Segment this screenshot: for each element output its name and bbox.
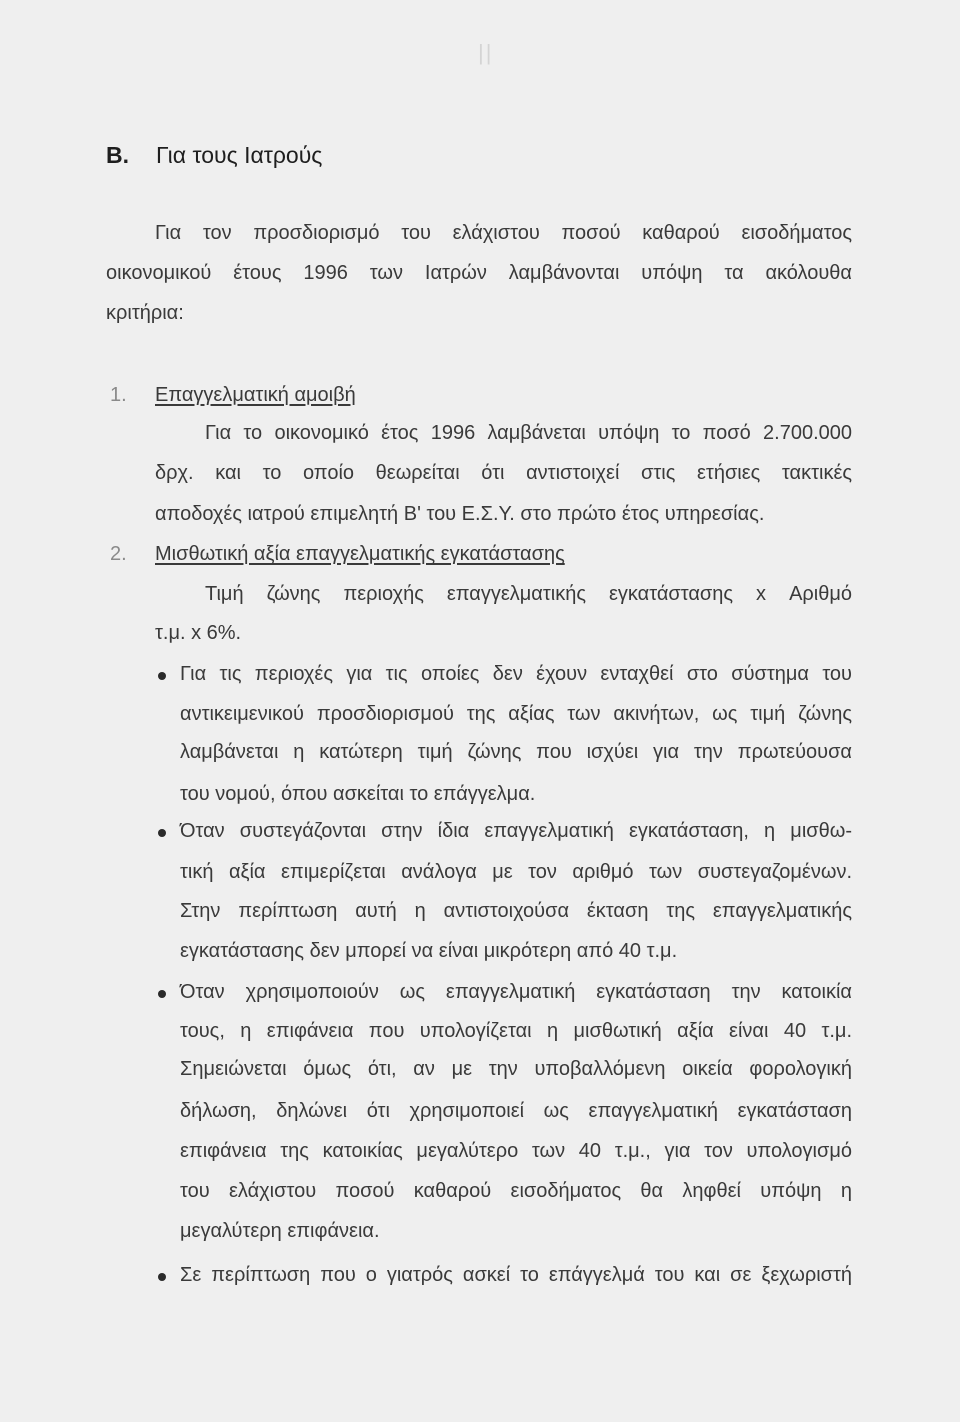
- bullet-3-line: δήλωση, δηλώνει ότι χρησιμοποιεί ως επαγγελματική εγκατάσταση: [180, 1100, 852, 1122]
- bullet-2-line: τική αξία επιμερίζεται ανάλογα με τον αριθμό των συστεγαζομένων.: [180, 861, 852, 883]
- section-2-title: Μισθωτική αξία επαγγελματικής εγκατάστασης: [155, 543, 565, 565]
- bullet-point: [158, 672, 166, 680]
- section-1-title: Επαγγελματική αμοιβή: [155, 384, 356, 406]
- intro-line: κριτήρια:: [106, 302, 184, 324]
- bullet-1-line: Για τις περιοχές για τις οποίες δεν έχουν ενταχθεί στο σύστημα του: [180, 663, 852, 685]
- bullet-point: [158, 1273, 166, 1281]
- heading-letter: B.: [106, 142, 129, 168]
- section-1-line: αποδοχές ιατρού επιμελητή Β' του Ε.Σ.Υ. στο πρώτο έτος υπηρεσίας.: [155, 503, 765, 525]
- section-2-line: τ.μ. x 6%.: [155, 622, 242, 644]
- page-mark: ||: [478, 40, 494, 65]
- bullet-3-line: μεγαλύτερη επιφάνεια.: [180, 1220, 380, 1242]
- bullet-3-line: επιφάνεια της κατοικίας μεγαλύτερο των 40 τ.μ., για τον υπολογισμό: [180, 1140, 852, 1162]
- intro-line: οικονομικού έτους 1996 των Ιατρών λαμβάνονται υπόψη τα ακόλουθα: [106, 262, 852, 284]
- bullet-1-line: λαμβάνεται η κατώτερη τιμή ζώνης που ισχύει για την πρωτεύουσα: [180, 741, 852, 763]
- bullet-3-line: Σημειώνεται όμως ότι, αν με την υποβαλλόμενη οικεία φορολογική: [180, 1058, 852, 1080]
- bullet-3-line: του ελάχιστου ποσού καθαρού εισοδήματος θα ληφθεί υπόψη η: [180, 1180, 852, 1202]
- bullet-2-line: εγκατάστασης δεν μπορεί να είναι μικρότερη από 40 τ.μ.: [180, 940, 678, 962]
- section-2-line: Τιμή ζώνης περιοχής επαγγελματικής εγκατάστασης x Αριθμό: [205, 583, 852, 605]
- bullet-1-line: αντικειμενικού προσδιορισμού της αξίας των ακινήτων, ως τιμή ζώνης: [180, 703, 852, 725]
- bullet-3-line: Όταν χρησιμοποιούν ως επαγγελματική εγκατάσταση την κατοικία: [180, 981, 852, 1003]
- section-1-line: δρχ. και το οποίο θεωρείται ότι αντιστοιχεί στις ετήσιες τακτικές: [155, 462, 852, 484]
- bullet-point: [158, 829, 166, 837]
- bullet-4-line: Σε περίπτωση που ο γιατρός ασκεί το επάγγελμά του και σε ξεχωριστή: [180, 1264, 852, 1286]
- bullet-point: [158, 990, 166, 998]
- bullet-3-line: τους, η επιφάνεια που υπολογίζεται η μισθωτική αξία είναι 40 τ.μ.: [180, 1020, 852, 1042]
- bullet-2-line: Στην περίπτωση αυτή η αντιστοιχούσα έκταση της επαγγελματικής: [180, 900, 852, 922]
- section-1-line: Για το οικονομικό έτος 1996 λαμβάνεται υπόψη το ποσό 2.700.000: [205, 422, 852, 444]
- intro-line: Για τον προσδιορισμό του ελάχιστου ποσού καθαρού εισοδήματος: [155, 222, 852, 244]
- section-1-number: 1.: [110, 384, 127, 406]
- bullet-1-line: του νομού, όπου ασκείται το επάγγελμα.: [180, 783, 536, 805]
- section-heading: [106, 142, 322, 169]
- bullet-2-line: Όταν συστεγάζονται στην ίδια επαγγελματική εγκατάσταση, η μισθω-: [180, 820, 852, 842]
- section-2-number: 2.: [110, 543, 127, 565]
- heading-text: Για τους Ιατρούς: [156, 142, 323, 168]
